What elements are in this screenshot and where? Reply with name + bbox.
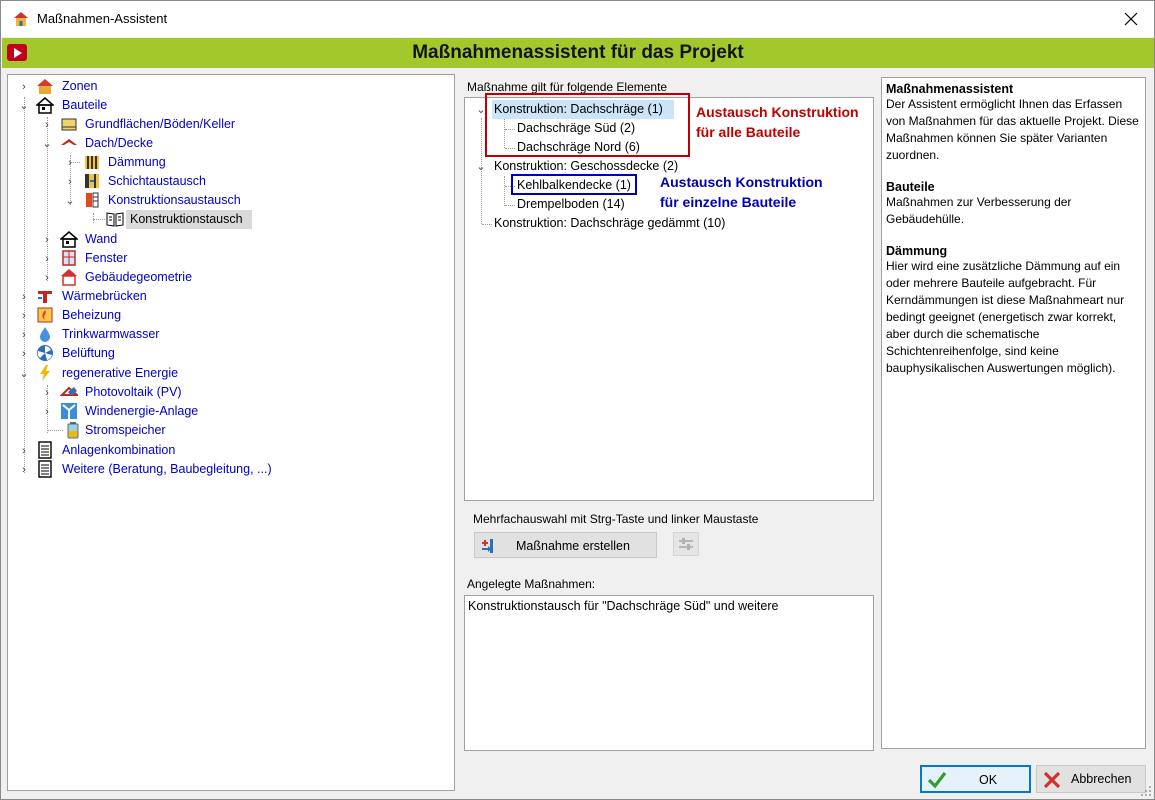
tree-label: Konstruktionstausch — [130, 212, 243, 226]
tree-guide — [93, 219, 105, 220]
chevron-right-icon[interactable]: › — [22, 444, 26, 457]
create-measure-button[interactable] — [474, 532, 657, 558]
tree-guide — [47, 430, 63, 431]
house-app-icon — [13, 11, 29, 27]
tree-label: Wärmebrücken — [62, 289, 147, 303]
banner-title: Maßnahmenassistent für das Projekt — [412, 42, 744, 63]
tree-label: Fenster — [85, 251, 128, 265]
document-list-icon — [36, 441, 54, 459]
tree-guide — [505, 205, 515, 206]
construction-swap-icon — [83, 191, 101, 209]
tree-label: Beheizung — [62, 308, 122, 322]
tree-label: regenerative Energie — [62, 366, 179, 380]
chevron-down-icon[interactable]: ⌄ — [65, 195, 75, 207]
created-measure-item[interactable]: Konstruktionstausch für "Dachschräge Süd" und weitere — [468, 599, 779, 613]
annotation-red-line1: Austausch Konstruktion — [696, 104, 859, 120]
wind-turbine-icon — [60, 402, 78, 420]
tree-label: Grundflächen/Böden/Keller — [85, 117, 236, 131]
window-icon — [60, 249, 78, 267]
chevron-right-icon[interactable]: › — [22, 463, 26, 476]
fan-icon — [36, 344, 54, 362]
element-k2b[interactable]: Drempelboden (14) — [517, 197, 625, 211]
battery-icon — [64, 421, 82, 439]
tree-label: Bauteile — [62, 98, 108, 112]
elements-label: Maßnahme gilt für folgende Elemente — [467, 80, 668, 94]
add-measure-icon — [480, 537, 498, 555]
header-banner — [2, 38, 1154, 68]
tree-item-trinkwarmwasser[interactable] — [8, 325, 448, 344]
tree-label: Weitere (Beratung, Baubegleitung, ...) — [62, 462, 272, 476]
tree-item-daemmung[interactable] — [8, 153, 448, 172]
tree-label: Schichtaustausch — [108, 174, 206, 188]
info-heading: Maßnahmenassistent — [886, 82, 1014, 96]
annotation-blue-line1: Austausch Konstruktion — [660, 174, 823, 190]
play-icon — [7, 44, 27, 61]
tree-label: Konstruktionsaustausch — [108, 193, 241, 207]
tree-label: Wand — [85, 232, 118, 246]
chevron-right-icon[interactable]: › — [22, 309, 26, 322]
chevron-right-icon[interactable]: › — [22, 80, 26, 93]
ok-button[interactable] — [920, 765, 1031, 793]
edit-measure-button[interactable] — [673, 532, 699, 556]
tree-guide — [482, 224, 492, 225]
chevron-right-icon[interactable]: › — [45, 271, 49, 284]
water-drop-icon — [36, 325, 54, 343]
tree-item-fenster[interactable] — [8, 249, 448, 268]
element-k2[interactable]: Konstruktion: Geschossdecke (2) — [494, 159, 679, 173]
tree-label: Stromspeicher — [85, 423, 166, 437]
building-icon — [36, 96, 54, 114]
chevron-right-icon[interactable]: › — [45, 405, 49, 418]
cross-icon — [1042, 770, 1062, 790]
chevron-right-icon[interactable]: › — [22, 347, 26, 360]
tree-item-konstruktionsaustausch[interactable] — [8, 191, 448, 210]
annotation-red-line2: für alle Bauteile — [696, 124, 801, 140]
document-list-icon — [36, 460, 54, 478]
chevron-right-icon[interactable]: › — [45, 118, 49, 131]
floor-icon — [60, 115, 78, 133]
tree-item-waermebruecken[interactable] — [8, 287, 448, 306]
house-red-icon — [60, 268, 78, 286]
wall-icon — [60, 230, 78, 248]
close-icon — [1124, 12, 1138, 26]
thermal-bridge-icon — [36, 287, 54, 305]
chevron-right-icon[interactable]: › — [22, 328, 26, 341]
house-icon — [36, 77, 54, 95]
chevron-down-icon[interactable]: ⌄ — [476, 104, 486, 116]
tree-item-belueftung[interactable] — [8, 344, 448, 363]
cancel-label: Abbrechen — [1071, 772, 1132, 786]
element-k3[interactable]: Konstruktion: Dachschräge gedämmt (10) — [494, 216, 726, 230]
chevron-down-icon[interactable]: ⌄ — [19, 368, 29, 380]
chevron-right-icon[interactable]: › — [68, 156, 72, 169]
settings-sliders-icon — [677, 535, 695, 553]
tree-label: Zonen — [62, 79, 98, 93]
element-k1a[interactable]: Dachschräge Süd (2) — [517, 121, 636, 135]
tree-item-gebaeudegeometrie[interactable] — [8, 268, 448, 287]
chevron-right-icon[interactable]: › — [45, 386, 49, 399]
tree-item-beheizung[interactable] — [8, 306, 448, 325]
tree-guide — [504, 176, 505, 206]
tree-item-zonen[interactable] — [8, 77, 448, 96]
tree-item-grundflaechen[interactable] — [8, 115, 448, 134]
info-text: Maßnahmen zur Verbesserung der Gebäudehülle. — [886, 195, 1072, 226]
multiselect-hint: Mehrfachauswahl mit Strg-Taste und linker Maustaste — [473, 512, 759, 526]
tree-label: Dach/Decke — [85, 136, 154, 150]
info-text: Der Assistent ermöglicht Ihnen das Erfassen von Maßnahmen für das aktuelle Projekt. Diese Maßnahmen können Sie später Varianten zuordnen. — [886, 97, 1139, 162]
chevron-down-icon[interactable]: ⌄ — [476, 161, 486, 173]
chevron-down-icon[interactable]: ⌄ — [19, 100, 29, 112]
insulation-icon — [83, 153, 101, 171]
cancel-button[interactable] — [1036, 765, 1146, 793]
tree-label: Trinkwarmwasser — [62, 327, 160, 341]
element-k1b[interactable]: Dachschräge Nord (6) — [517, 140, 640, 154]
title-bar — [1, 1, 1154, 37]
tree-item-dach[interactable] — [8, 134, 448, 153]
heating-icon — [36, 306, 54, 324]
created-measures-list[interactable] — [464, 595, 874, 751]
tree-item-bauteile[interactable] — [8, 96, 448, 115]
chevron-right-icon[interactable]: › — [45, 233, 49, 246]
measure-category-tree[interactable] — [7, 74, 455, 791]
chevron-right-icon[interactable]: › — [45, 252, 49, 265]
info-heading: Dämmung — [886, 244, 948, 258]
tree-label: Windenergie-Anlage — [85, 404, 199, 418]
create-measure-label: Maßnahme erstellen — [516, 539, 630, 553]
info-panel — [881, 77, 1146, 749]
roof-icon — [60, 134, 78, 152]
tree-item-anlagenkombination[interactable] — [8, 441, 448, 460]
tree-item-konstruktionstausch[interactable] — [8, 210, 448, 229]
tree-item-wand[interactable] — [8, 230, 448, 249]
tree-item-wind[interactable] — [8, 402, 448, 421]
chevron-right-icon[interactable]: › — [22, 290, 26, 303]
annotation-blue-line2: für einzelne Bauteile — [660, 194, 797, 210]
close-button[interactable] — [1108, 1, 1154, 37]
book-icon — [106, 210, 124, 228]
resize-grip-icon[interactable] — [1140, 785, 1152, 797]
window-title: Maßnahmen-Assistent — [37, 11, 168, 26]
solar-panel-icon — [60, 383, 78, 401]
info-heading: Bauteile — [886, 180, 935, 194]
tree-item-regenerativ[interactable] — [8, 364, 448, 383]
tree-label: Gebäudegeometrie — [85, 270, 193, 284]
element-k2a[interactable]: Kehlbalkendecke (1) — [517, 178, 631, 192]
tree-label: Photovoltaik (PV) — [85, 385, 182, 399]
created-measures-label: Angelegte Maßnahmen: — [467, 577, 596, 591]
info-text: Hier wird eine zusätzliche Dämmung auf ein oder mehrere Bauteile aufgebracht. Für Kerndämmungen ist diese Maßnahmeart nur bedingt geeignet (energetisch zwar korrekt, aber durch die schematische Schichtenreihenfolge, sind keine bauphysikalischen Auswertungen möglich). — [886, 259, 1125, 375]
ok-label: OK — [979, 773, 998, 787]
elements-tree[interactable] — [464, 97, 874, 501]
lightning-icon — [36, 364, 54, 382]
tree-label: Dämmung — [108, 155, 166, 169]
tree-label: Belüftung — [62, 346, 115, 360]
element-k1[interactable]: Konstruktion: Dachschräge (1) — [494, 102, 663, 116]
chevron-down-icon[interactable]: ⌄ — [42, 138, 52, 150]
annotation-red-box — [485, 93, 690, 157]
tree-item-weitere[interactable] — [8, 460, 448, 479]
checkmark-icon — [927, 770, 947, 790]
tree-item-photovoltaik[interactable] — [8, 383, 448, 402]
chevron-right-icon[interactable]: › — [68, 175, 72, 188]
annotation-blue-box — [511, 174, 637, 195]
tree-item-stromspeicher[interactable] — [8, 421, 448, 440]
tree-label: Anlagenkombination — [62, 443, 176, 457]
layer-swap-icon — [83, 172, 101, 190]
tree-item-schichtaustausch[interactable] — [8, 172, 448, 191]
